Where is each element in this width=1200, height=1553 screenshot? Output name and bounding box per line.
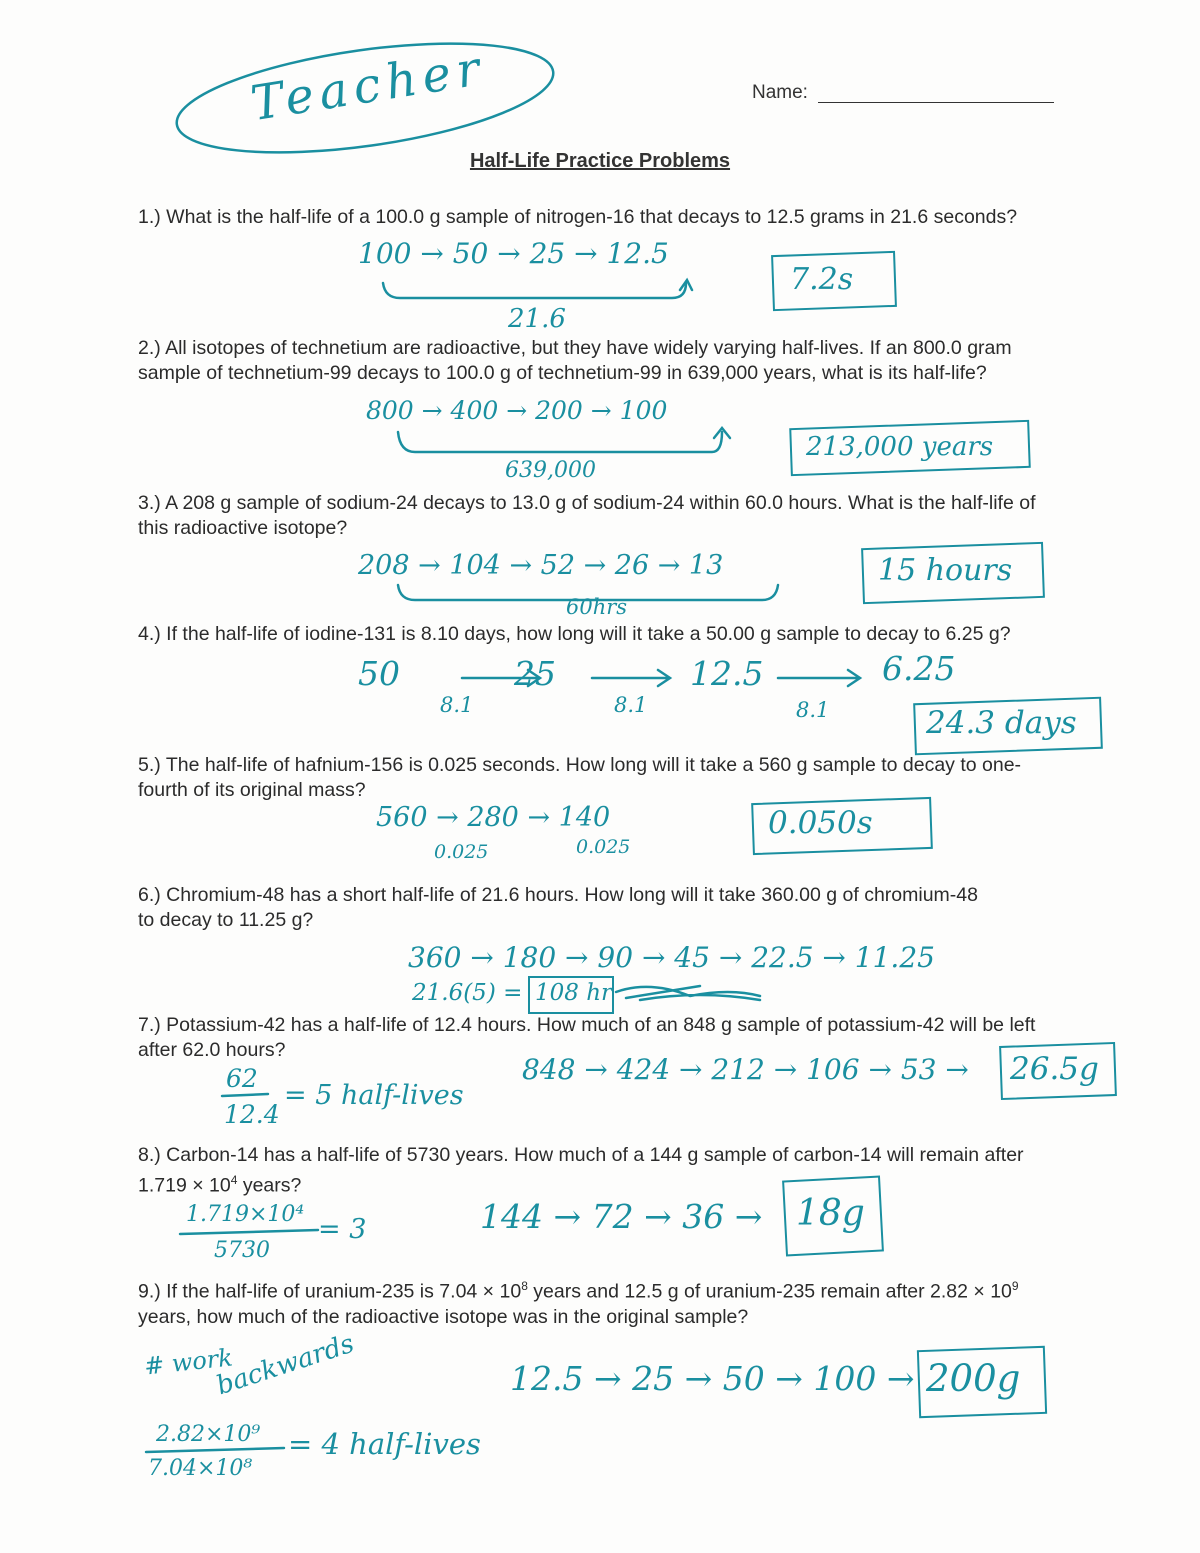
problem-7-work: 848 → 424 → 212 → 106 → 53 → xyxy=(522,1053,969,1086)
scribble-6 xyxy=(616,986,760,1000)
problem-8-numerator: 1.719×10⁴ xyxy=(186,1202,305,1227)
problem-5-text: 5.) The half-life of hafnium-156 is 0.025 seconds. How long will it take a 560 g sample to decay to one-fourth of its original mass? xyxy=(138,754,1022,801)
problem-4-text: 4.) If the half-life of iodine-131 is 8.10 days, how long will it take a 50.00 g sample to decay to 6.25 g? xyxy=(138,623,1011,645)
problem-6-calculation: 21.6(5) = xyxy=(412,980,523,1006)
problem-4-value-50: 50 xyxy=(358,654,400,693)
problem-9-exponent-a: 8 xyxy=(521,1279,528,1293)
fraction-bar-8 xyxy=(180,1230,318,1234)
problem-8-text xyxy=(138,1143,1038,1199)
arrow-4c xyxy=(778,670,860,686)
page-title: Half-Life Practice Problems xyxy=(469,150,731,172)
problem-7-denominator: 12.4 xyxy=(224,1100,280,1129)
problem-3-time: 60hrs xyxy=(566,595,628,619)
bracket-1 xyxy=(383,283,686,298)
problem-4-step-1: 8.1 xyxy=(440,693,474,717)
problem-9-half-lives: = 4 half-lives xyxy=(288,1427,481,1461)
problem-7-numerator: 62 xyxy=(226,1064,258,1093)
bracket-2 xyxy=(398,432,722,452)
problem-5-step-1: 0.025 xyxy=(434,841,489,863)
problem-4-step-3: 8.1 xyxy=(796,698,830,722)
problem-9-text-a: 9.) If the half-life of uranium-235 is 7.04 × 10 xyxy=(138,1280,522,1303)
problem-7-text: 7.) Potassium-42 has a half-life of 12.4 hours. How much of an 848 g sample of potassium-42 will be left after 62.0 hours? xyxy=(138,1014,1036,1061)
problem-4-step-2: 8.1 xyxy=(614,693,648,717)
problem-8-answer: 18g xyxy=(796,1193,865,1234)
problem-9-answer: 200g xyxy=(926,1357,1021,1400)
problem-9-work: 12.5 → 25 → 50 → 100 → xyxy=(510,1359,915,1398)
problem-7-half-lives: = 5 half-lives xyxy=(284,1080,464,1111)
fraction-bar-9 xyxy=(146,1448,284,1452)
problem-2-time: 639,000 xyxy=(505,458,596,483)
problem-2-work: 800 → 400 → 200 → 100 xyxy=(366,396,668,425)
problem-4-value-25: 25 xyxy=(514,654,556,693)
problem-4-value-6-25: 6.25 xyxy=(882,649,956,688)
problem-7-answer: 26.5g xyxy=(1010,1051,1099,1087)
arrow-4b xyxy=(592,670,670,686)
problem-9-text-c: years, how much of the radioactive isotope was in the original sample? xyxy=(138,1305,749,1328)
problem-2-text: 2.) All isotopes of technetium are radioactive, but they have widely varying half-lives. If an 800.0 gram sample of technetium-99 decays to 100.0 g of technetium-99 in 639,000 years, what is its half-life? xyxy=(138,337,1012,384)
name-label: Name: xyxy=(752,82,808,103)
name-field-line[interactable] xyxy=(818,102,1054,103)
problem-1-text: 1.) What is the half-life of a 100.0 g sample of nitrogen-16 that decays to 12.5 grams in 21.6 seconds? xyxy=(138,206,1018,228)
problem-3-work: 208 → 104 → 52 → 26 → 13 xyxy=(358,550,724,581)
problem-8-text-a: 8.) Carbon-14 has a half-life of 5730 years. How much of a 144 g sample of carbon-14 will remain after 1.719 × 10 xyxy=(138,1144,1024,1197)
problem-5-work: 560 → 280 → 140 xyxy=(376,802,611,833)
problem-4-value-12-5: 12.5 xyxy=(690,654,764,693)
problem-3-answer: 15 hours xyxy=(878,553,1013,588)
teacher-mark: Teacher xyxy=(247,39,490,133)
problem-8-text-b: years? xyxy=(237,1174,302,1197)
problem-8-result: = 3 xyxy=(318,1214,367,1245)
problem-1-time: 21.6 xyxy=(508,304,566,334)
problem-3-text: 3.) A 208 g sample of sodium-24 decays to 13.0 g of sodium-24 within 60.0 hours. What is the half-life of this radioactive isotope? xyxy=(138,492,1036,539)
problem-8-exponent: 4 xyxy=(230,1173,238,1187)
problem-9-numerator: 2.82×10⁹ xyxy=(156,1422,261,1447)
problem-8-work: 144 → 72 → 36 → xyxy=(480,1197,763,1236)
problem-9-exponent-b: 9 xyxy=(1011,1279,1019,1293)
problem-6-work: 360 → 180 → 90 → 45 → 22.5 → 11.25 xyxy=(408,941,935,974)
problem-6-text: 6.) Chromium-48 has a short half-life of 21.6 hours. How long will it take 360.00 g of chromium-48 to decay to 11.25 g? xyxy=(138,884,978,931)
problem-9-note-2: backwards xyxy=(212,1328,358,1402)
problem-9-text xyxy=(138,1274,1038,1330)
problem-9-note-1: # work xyxy=(142,1343,234,1381)
problem-5-step-2: 0.025 xyxy=(576,836,631,858)
problem-6-answer: 108 hr xyxy=(535,980,613,1006)
problem-5-answer: 0.050s xyxy=(768,805,873,841)
problem-9-text-b: years and 12.5 g of uranium-235 remain after 2.82 × 10 xyxy=(527,1280,1012,1303)
problem-1-work: 100 → 50 → 25 → 12.5 xyxy=(358,237,669,270)
problem-4-answer: 24.3 days xyxy=(926,705,1077,741)
problem-2-answer: 213,000 years xyxy=(806,432,994,462)
problem-1-answer: 7.2s xyxy=(790,262,854,297)
problem-9-denominator: 7.04×10⁸ xyxy=(148,1456,253,1481)
fraction-bar-7 xyxy=(222,1094,268,1096)
problem-8-denominator: 5730 xyxy=(214,1238,270,1263)
